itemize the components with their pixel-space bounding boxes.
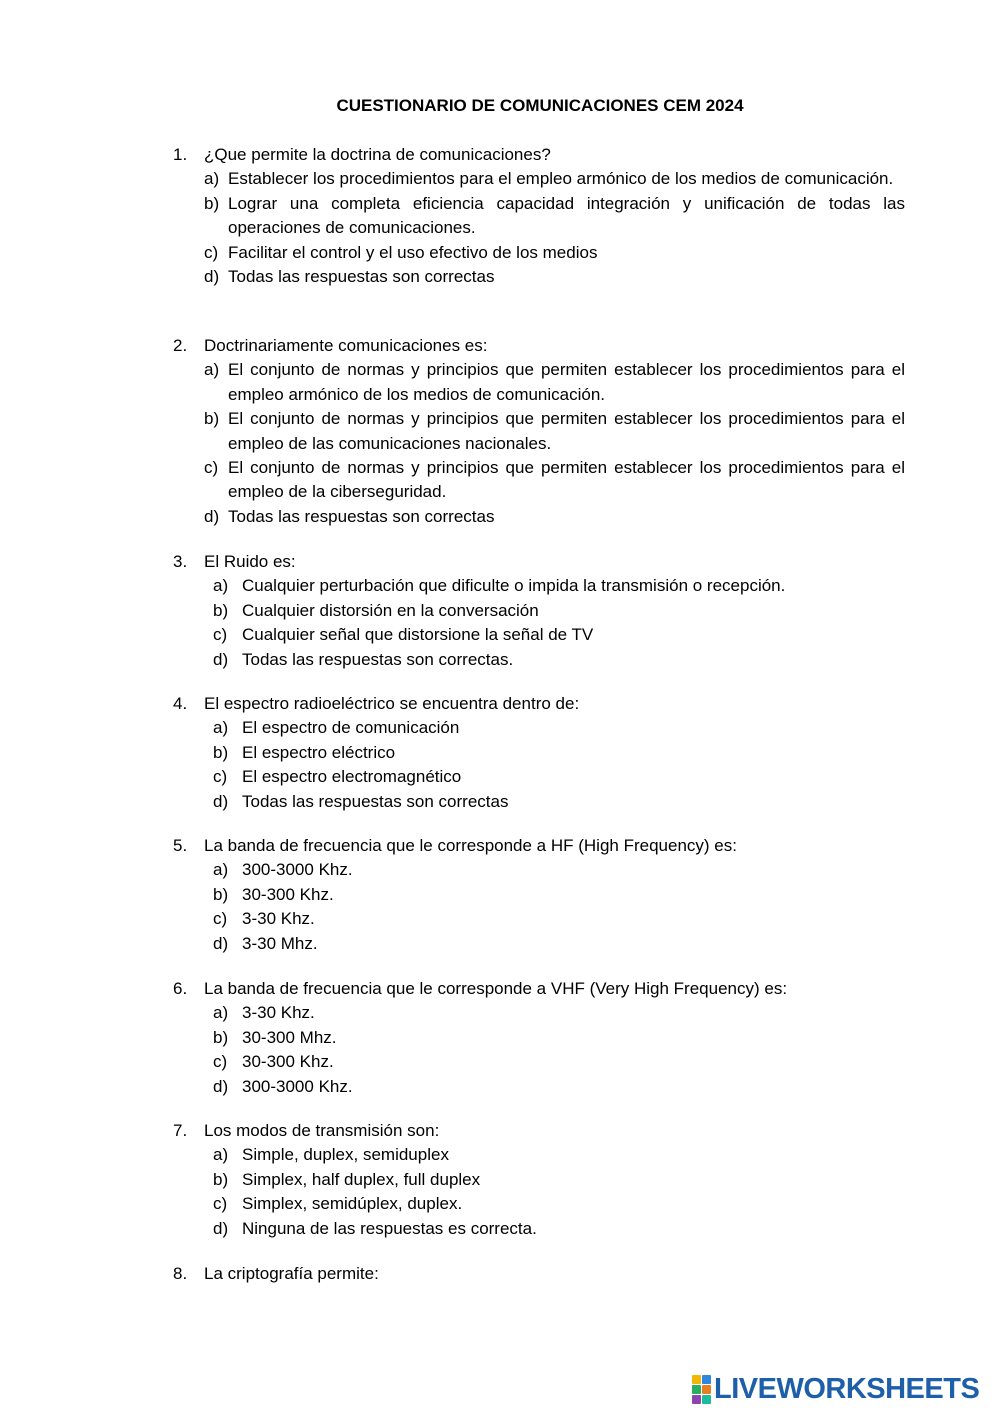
option-letter: c): [213, 909, 228, 929]
question-number: 6.: [173, 979, 188, 998]
answer-option[interactable]: [0, 192, 1000, 241]
answer-option[interactable]: [0, 858, 1000, 882]
answer-option[interactable]: [0, 648, 1000, 672]
answer-option[interactable]: [0, 265, 1000, 289]
option-letter: d): [213, 791, 229, 811]
question-number: 4.: [173, 694, 188, 713]
answer-option[interactable]: [0, 932, 1000, 956]
question-number: 8.: [173, 1264, 188, 1283]
option-letter: b): [213, 884, 229, 904]
question-text: La banda de frecuencia que le corresponde a HF (High Frequency) es:: [204, 836, 737, 855]
question-text: Doctrinariamente comunicaciones es:: [204, 336, 488, 355]
option-text: Cualquier distorsión en la conversación: [242, 600, 539, 620]
option-letter: b): [204, 409, 220, 429]
answer-option[interactable]: [0, 883, 1000, 907]
answer-option[interactable]: [0, 716, 1000, 740]
answer-option[interactable]: [0, 623, 1000, 647]
question-text: Los modos de transmisión son:: [204, 1121, 440, 1140]
answer-option[interactable]: [0, 1075, 1000, 1099]
question-stem: [0, 550, 1000, 574]
option-letter: d): [213, 933, 229, 953]
option-text: Todas las respuestas son correctas: [228, 506, 495, 526]
question-number: 3.: [173, 552, 188, 571]
option-text: Establecer los procedimientos para el empleo armónico de los medios de comunicación.: [228, 169, 894, 189]
option-text: 30-300 Khz.: [242, 1052, 334, 1072]
answer-option[interactable]: [0, 1050, 1000, 1074]
answer-option[interactable]: [0, 505, 1000, 529]
option-letter: b): [213, 1027, 229, 1047]
question-text: ¿Que permite la doctrina de comunicaciones?: [204, 145, 551, 164]
option-text: 3-30 Mhz.: [242, 933, 318, 953]
answer-option[interactable]: [0, 599, 1000, 623]
option-text: 30-300 Khz.: [242, 884, 334, 904]
question-stem: [0, 692, 1000, 716]
answer-option[interactable]: [0, 1143, 1000, 1167]
option-letter: d): [204, 506, 220, 526]
option-letter: a): [204, 169, 220, 189]
question-stem: [0, 1119, 1000, 1143]
option-letter: a): [213, 1003, 229, 1023]
option-text: El espectro de comunicación: [242, 718, 460, 738]
question-text: El espectro radioeléctrico se encuentra dentro de:: [204, 694, 580, 713]
question-1: [0, 143, 1000, 289]
option-letter: c): [213, 1194, 228, 1214]
answer-option[interactable]: [0, 765, 1000, 789]
option-text: Simple, duplex, semiduplex: [242, 1145, 449, 1165]
option-text: El espectro electromagnético: [242, 767, 462, 787]
option-text: Ninguna de las respuestas es correcta.: [242, 1218, 537, 1238]
option-text: Todas las respuestas son correctas.: [242, 649, 514, 669]
option-letter: a): [213, 718, 229, 738]
liveworksheets-logo[interactable]: [692, 1374, 979, 1404]
logo-square: [692, 1395, 701, 1404]
page-title: CUESTIONARIO DE COMUNICACIONES CEM 2024: [336, 96, 744, 115]
logo-square: [692, 1385, 701, 1394]
logo-square: [702, 1375, 711, 1384]
option-text: El conjunto de normas y principios que permiten establecer los procedimientos para el empleo de la ciberseguridad.: [228, 458, 905, 502]
answer-option[interactable]: [0, 574, 1000, 598]
question-number: 7.: [173, 1121, 188, 1140]
question-text: La criptografía permite:: [204, 1264, 379, 1283]
question-stem: [0, 1262, 1000, 1286]
answer-option[interactable]: [0, 907, 1000, 931]
question-7: [0, 1119, 1000, 1241]
answer-option[interactable]: [0, 741, 1000, 765]
question-stem: [0, 977, 1000, 1001]
logo-mark-icon: [692, 1375, 711, 1404]
answer-option[interactable]: [0, 1001, 1000, 1025]
option-letter: c): [213, 767, 228, 787]
answer-option[interactable]: [0, 241, 1000, 265]
option-letter: c): [204, 242, 219, 262]
option-text: 300-3000 Khz.: [242, 1076, 353, 1096]
question-number: 2.: [173, 336, 188, 355]
option-letter: d): [213, 1218, 229, 1238]
option-letter: b): [204, 193, 220, 213]
question-text: La banda de frecuencia que le corresponde a VHF (Very High Frequency) es:: [204, 979, 788, 998]
logo-square: [692, 1375, 701, 1384]
option-letter: b): [213, 1169, 229, 1189]
option-text: Todas las respuestas son correctas: [242, 791, 509, 811]
option-text: 300-3000 Khz.: [242, 860, 353, 880]
logo-square: [702, 1385, 711, 1394]
option-letter: a): [213, 1145, 229, 1165]
option-text: Facilitar el control y el uso efectivo de los medios: [228, 242, 598, 262]
question-6: [0, 977, 1000, 1099]
option-letter: d): [204, 267, 220, 287]
question-3: [0, 550, 1000, 672]
question-8: [0, 1262, 1000, 1286]
option-text: Lograr una completa eficiencia capacidad integración y unificación de todas las operaciones de comunicaciones.: [228, 193, 905, 238]
logo-square: [702, 1395, 711, 1404]
answer-option[interactable]: [0, 167, 1000, 191]
option-text: 30-300 Mhz.: [242, 1027, 337, 1047]
question-stem: [0, 834, 1000, 858]
question-4: [0, 692, 1000, 814]
answer-option[interactable]: [0, 358, 1000, 407]
answer-option[interactable]: [0, 407, 1000, 456]
answer-option[interactable]: [0, 1168, 1000, 1192]
option-letter: c): [213, 625, 228, 645]
option-text: Simplex, semidúplex, duplex.: [242, 1194, 463, 1214]
option-letter: c): [213, 1052, 228, 1072]
option-letter: d): [213, 649, 229, 669]
option-letter: b): [213, 742, 229, 762]
option-letter: d): [213, 1076, 229, 1096]
option-text: El conjunto de normas y principios que permiten establecer los procedimientos para el empleo armónico de los medios de comunicación.: [228, 360, 905, 404]
answer-option[interactable]: [0, 1217, 1000, 1241]
logo-text: LIVEWORKSHEETS: [714, 1373, 980, 1405]
option-letter: b): [213, 600, 229, 620]
option-letter: c): [204, 458, 219, 478]
option-text: El conjunto de normas y principios que permiten establecer los procedimientos para el empleo de las comunicaciones nacionales.: [228, 409, 905, 453]
option-letter: a): [213, 576, 229, 596]
answer-option[interactable]: [0, 790, 1000, 814]
option-text: Simplex, half duplex, full duplex: [242, 1169, 481, 1189]
question-text: El Ruido es:: [204, 552, 296, 571]
question-number: 1.: [173, 145, 188, 164]
option-letter: a): [213, 860, 229, 880]
option-letter: a): [204, 360, 220, 380]
option-text: Cualquier perturbación que dificulte o impida la transmisión o recepción.: [242, 576, 786, 596]
answer-option[interactable]: [0, 1026, 1000, 1050]
answer-option[interactable]: [0, 1192, 1000, 1216]
question-stem: [0, 334, 1000, 358]
question-2: [0, 334, 1000, 529]
question-stem: [0, 143, 1000, 167]
option-text: 3-30 Khz.: [242, 909, 315, 929]
option-text: Cualquier señal que distorsione la señal de TV: [242, 625, 594, 645]
option-text: Todas las respuestas son correctas: [228, 267, 495, 287]
question-number: 5.: [173, 836, 188, 855]
question-5: [0, 834, 1000, 956]
option-text: El espectro eléctrico: [242, 742, 396, 762]
answer-option[interactable]: [0, 456, 1000, 505]
option-text: 3-30 Khz.: [242, 1003, 315, 1023]
